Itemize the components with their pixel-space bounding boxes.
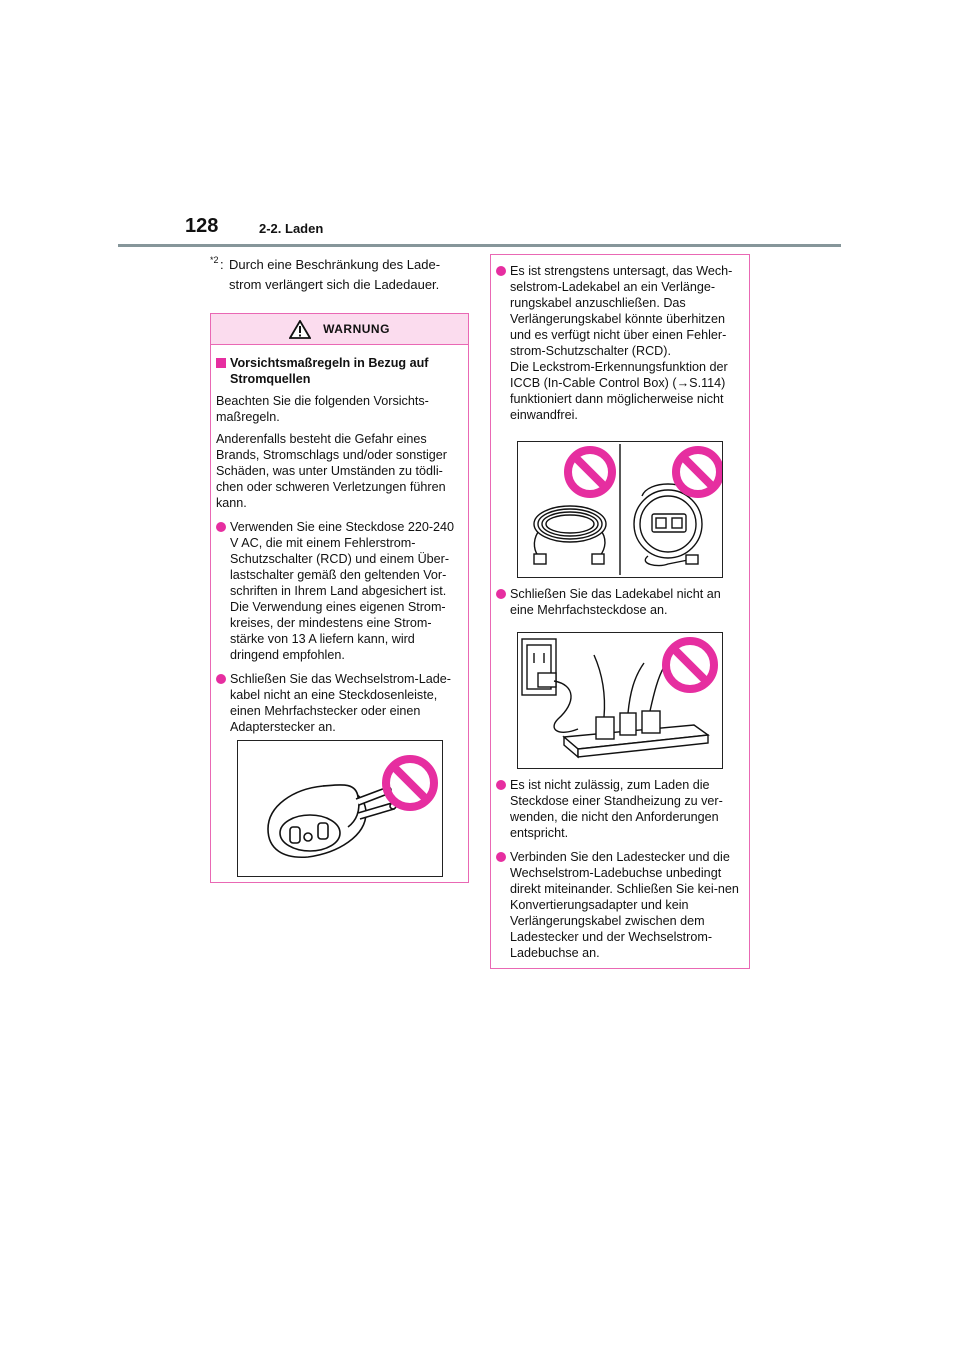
page-reference-link[interactable]: S.114 (689, 376, 722, 390)
prohibition-icon (568, 450, 612, 494)
footnote-mark: *2 (210, 255, 219, 265)
extension-cable-illustration (517, 441, 723, 578)
warning-risk: Anderenfalls besteht die Gefahr eines Brands, Stromschlags und/oder sonstiger Schäden, was unter Umständen zu tödli-chen oder schweren Verletzungen führen kann. (216, 432, 448, 510)
prohibition-icon (666, 641, 714, 689)
warning-intro: Beachten Sie die folgenden Vorsichts-maßregeln. (216, 394, 429, 424)
footnote-text: Durch eine Beschränkung des Lade-strom verlängert sich die Ladedauer. (229, 257, 441, 292)
bullet-dot-icon (216, 522, 226, 532)
info-bullet-text: Verbinden Sie den Ladestecker und die Wechselstrom-Ladebuchse unbedingt direkt miteinander. Schließen Sie kei-nen Konvertierungsadapter und kein Verlängerungskabel zwischen dem Ladestecker und der Wechselstrom-Ladebuchse an. (510, 850, 739, 960)
bullet-dot-icon (496, 780, 506, 790)
square-bullet-icon (216, 358, 226, 368)
bullet-dot-icon (216, 674, 226, 684)
info-bullet (496, 849, 744, 961)
bullet-dot-icon (496, 852, 506, 862)
bullet-dot-icon (496, 266, 506, 276)
page-number: 128 (185, 215, 219, 237)
arrow-icon: → (676, 376, 690, 390)
bullet-dot-icon (496, 589, 506, 599)
warning-bullet (216, 519, 463, 663)
warning-box (210, 313, 469, 883)
info-bullet-text: Es ist strengstens untersagt, das Wech-selstrom-Ladekabel an ein Verlänge-rungskabel anzuschließen. Das Verlängerungskabel könnte überhitzen und es verfügt nicht über einen Fehler-strom-Schutzschalter (RCD). (510, 264, 733, 358)
warning-title: WARNUNG (323, 322, 390, 336)
info-bullet (496, 586, 744, 618)
prohibition-icon (676, 450, 720, 494)
info-bullet (496, 263, 744, 423)
prohibition-icon (386, 759, 434, 807)
section-title: 2-2. Laden (259, 221, 324, 236)
warning-triangle-icon (289, 320, 311, 339)
info-bullet-text: Es ist nicht zulässig, zum Laden die Steckdose einer Standheizung zu ver-wenden, die nicht den Anforderungen entspricht. (510, 778, 723, 840)
header-rule (118, 244, 841, 247)
adapter-plug-illustration (237, 740, 443, 877)
warning-heading-text: Vorsichtsmaßregeln in Bezug auf Stromquellen (230, 356, 429, 386)
footnote-colon: : (220, 257, 224, 272)
warning-header (211, 314, 468, 345)
multi-outlet-illustration (517, 632, 723, 769)
info-box (490, 254, 750, 969)
warning-bullet-text: Verwenden Sie eine Steckdose 220-240 V AC, die mit einem Fehlerstrom-Schutzschalter (RCD) und einem Über-lastschalter gemäß den geltenden Vor-schriften in Ihrem Land abgesichert ist. Die Verwendung eines eigenen Strom-kreises, der mindestens eine Strom-stärke von 13 A liefern kann, wird dringend empfohlen. (230, 520, 455, 662)
warning-bullet-text: Schließen Sie das Wechselstrom-Lade-kabel nicht an eine Steckdosenleiste, einen Mehrfachstecker oder einen Adapterstecker an. (230, 672, 451, 734)
info-bullet (496, 777, 744, 841)
footnote (210, 255, 470, 295)
info-bullet-text-2b: ) funktioniert dann möglicherweise nicht einwandfrei. (510, 376, 726, 422)
warning-heading (216, 355, 463, 387)
warning-bullet (216, 671, 463, 735)
info-bullet-text: Schließen Sie das Ladekabel nicht an eine Mehrfachsteckdose an. (510, 587, 721, 617)
info-bullet-text-2a: Die Leckstrom-Erkennungsfunktion der ICCB (In-Cable Control Box) ( (510, 360, 728, 390)
